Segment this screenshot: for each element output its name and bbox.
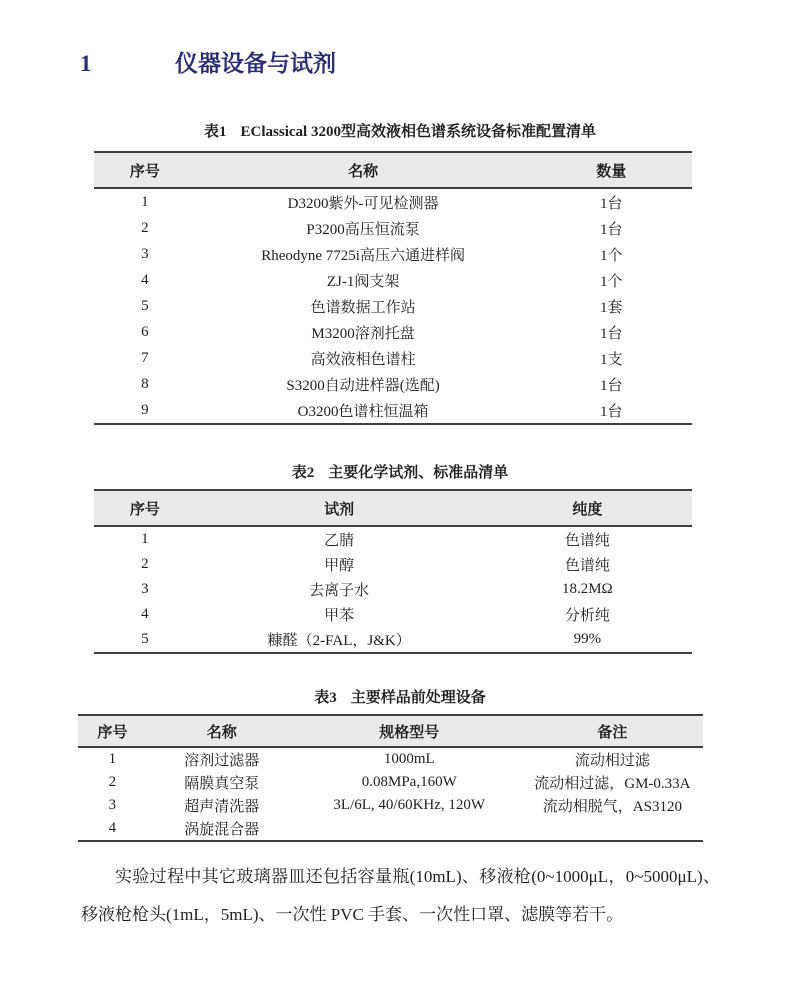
table-cell: 3L/6L, 40/60KHz, 120W xyxy=(333,797,486,813)
column-header: 名称 xyxy=(206,724,237,741)
table-row xyxy=(78,817,703,841)
column-header: 序号 xyxy=(129,163,160,180)
table-cell: ZJ-1阀支架 xyxy=(326,273,400,290)
closing-paragraph: 实验过程中其它玻璃器皿还包括容量瓶(10mL)、移液枪(0~1000μL，0~5000μL)、移液枪枪头(1mL，5mL)、一次性 PVC 手套、一次性口罩、滤膜等若干。 xyxy=(81,867,720,924)
table-row xyxy=(78,771,703,794)
reagents-table xyxy=(94,489,692,654)
document-page xyxy=(0,48,800,996)
table-header-row xyxy=(94,490,692,526)
table-row xyxy=(94,526,692,552)
section-number: 1 xyxy=(80,51,92,76)
column-header: 备注 xyxy=(597,724,628,741)
pretreatment-equipment-table xyxy=(78,714,703,842)
section-title: 仪器设备与试剂 xyxy=(175,51,336,76)
equipment-config-table xyxy=(94,151,692,425)
table-cell: 1台 xyxy=(600,195,623,212)
table-cell: 18.2MΩ xyxy=(561,581,613,597)
table-cell: 分析纯 xyxy=(564,608,610,624)
table-cell: 1 xyxy=(108,751,117,767)
column-header: 数量 xyxy=(596,163,627,180)
column-header: 纯度 xyxy=(572,501,603,518)
table-cell: 7 xyxy=(141,349,149,366)
table-cell: S3200自动进样器(选配) xyxy=(286,377,440,394)
table-cell: 1支 xyxy=(600,351,623,368)
column-header: 序号 xyxy=(129,501,160,518)
table-cell: 2 xyxy=(141,219,149,236)
table-cell: 糠醛（2-FAL，J&K） xyxy=(267,633,411,649)
table-cell: 1个 xyxy=(600,273,623,290)
table-cell: 1台 xyxy=(600,403,623,420)
table-cell: 0.08MPa,160W xyxy=(361,774,457,790)
table-row xyxy=(94,267,692,293)
column-header: 试剂 xyxy=(324,501,355,518)
table-cell: 乙腈 xyxy=(324,533,355,549)
table-cell: 2 xyxy=(141,556,149,572)
table-cell: 8 xyxy=(141,375,149,392)
table-cell: 1台 xyxy=(600,377,623,394)
table-row xyxy=(94,345,692,371)
table-row xyxy=(94,188,692,215)
table-row xyxy=(94,397,692,424)
table-cell: 1000mL xyxy=(383,751,435,767)
table-cell: 9 xyxy=(141,401,149,418)
table-cell: 5 xyxy=(141,631,149,647)
table-row xyxy=(78,747,703,771)
table-row xyxy=(94,319,692,345)
table-cell: 去离子水 xyxy=(309,583,370,599)
table-cell: 流动相脱气，AS3120 xyxy=(542,799,682,815)
table-header-row xyxy=(78,715,703,747)
table-cell: 隔膜真空泵 xyxy=(184,776,260,792)
table-cell: 99% xyxy=(573,631,602,647)
table-cell xyxy=(297,817,522,841)
section-heading xyxy=(80,48,800,80)
table-cell: 4 xyxy=(108,820,117,836)
table-cell: O3200色谱柱恒温箱 xyxy=(297,403,429,420)
table-row xyxy=(94,293,692,319)
table-row xyxy=(94,241,692,267)
table-cell: 1台 xyxy=(600,325,623,342)
table-cell: 5 xyxy=(141,297,149,314)
table2-caption xyxy=(0,463,800,483)
table-cell: 溶剂过滤器 xyxy=(184,753,260,769)
table3-caption-title: 主要样品前处理设备 xyxy=(350,690,486,706)
table-cell: P3200高压恒流泵 xyxy=(306,221,420,238)
table-row xyxy=(94,215,692,241)
table-cell: 1个 xyxy=(600,247,623,264)
table-cell: 4 xyxy=(141,271,149,288)
table-cell: 甲苯 xyxy=(324,608,355,624)
column-header: 规格型号 xyxy=(379,724,440,741)
table-cell: 1 xyxy=(141,193,149,210)
table-cell: 甲醇 xyxy=(324,558,355,574)
table-row xyxy=(94,552,692,577)
table-cell: 1套 xyxy=(600,299,623,316)
table-row xyxy=(94,627,692,653)
table-cell: 流动相过滤 xyxy=(574,753,650,769)
table-cell: 3 xyxy=(141,245,149,262)
table-cell: 6 xyxy=(141,323,149,340)
table-cell xyxy=(522,817,703,841)
table-row xyxy=(94,577,692,602)
table2-caption-label: 表2 xyxy=(291,465,315,481)
table-cell: M3200溶剂托盘 xyxy=(311,325,415,342)
table1-caption xyxy=(0,122,800,142)
table1-caption-title: EClassical 3200型高效液相色谱系统设备标准配置清单 xyxy=(240,124,596,140)
table3-caption xyxy=(0,688,800,708)
table-cell: 涡旋混合器 xyxy=(184,822,260,838)
table-header-row xyxy=(94,152,692,188)
table-cell: 超声清洗器 xyxy=(184,799,260,815)
column-header: 序号 xyxy=(97,724,128,741)
table-cell: 2 xyxy=(108,774,117,790)
table1-caption-label: 表1 xyxy=(204,124,227,140)
table-cell: 流动相过滤，GM-0.33A xyxy=(534,776,691,792)
table-cell: 1 xyxy=(141,531,149,547)
table-cell: Rheodyne 7725i高压六通进样阀 xyxy=(261,247,465,264)
table-cell: 4 xyxy=(141,606,149,622)
column-header: 名称 xyxy=(348,163,379,180)
table-cell: 色谱纯 xyxy=(564,533,610,549)
table-row xyxy=(94,602,692,627)
table-row xyxy=(78,794,703,817)
table-cell: 3 xyxy=(108,797,117,813)
table3-caption-label: 表3 xyxy=(314,690,337,706)
table-cell: 3 xyxy=(141,581,149,597)
table-cell: D3200紫外-可见检测器 xyxy=(287,195,439,212)
table-cell: 色谱纯 xyxy=(564,558,610,574)
table2-caption-title: 主要化学试剂、标准品清单 xyxy=(328,465,509,481)
table-cell: 1台 xyxy=(600,221,623,238)
table-cell: 高效液相色谱柱 xyxy=(310,351,416,368)
table-cell: 色谱数据工作站 xyxy=(310,299,416,316)
table-row xyxy=(94,371,692,397)
